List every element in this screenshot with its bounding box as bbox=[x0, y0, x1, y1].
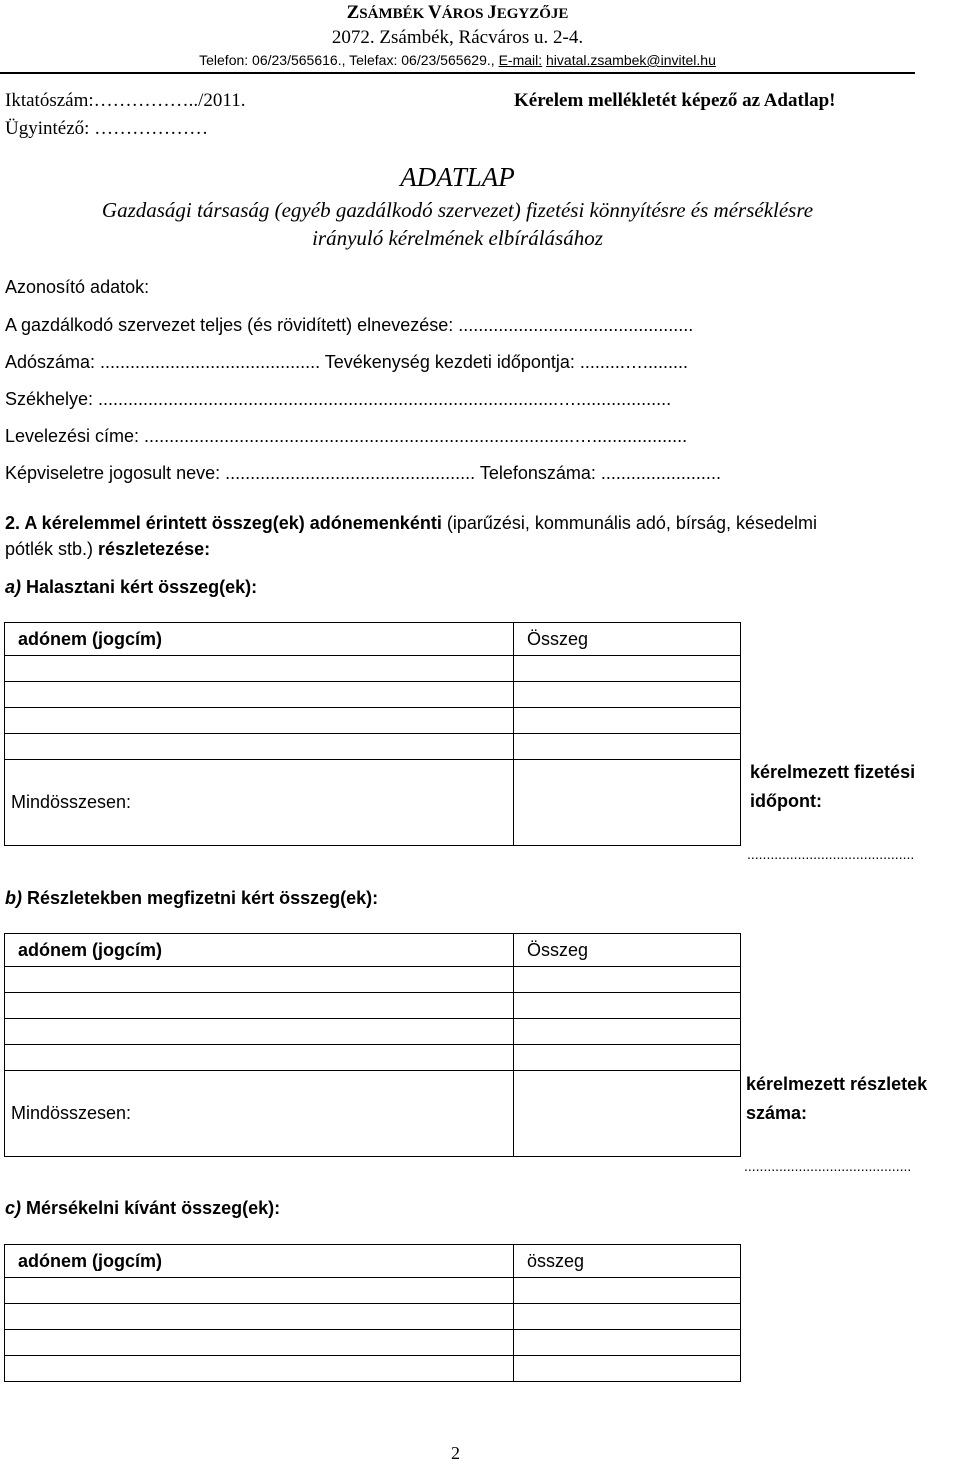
identification-heading: Azonosító adatok: bbox=[5, 277, 150, 297]
letterhead-address: 2072. Zsámbék, Rácváros u. 2-4. bbox=[331, 27, 584, 48]
reduction-table bbox=[4, 1244, 741, 1382]
ugyintezo: Ügyintéző: ……………… bbox=[5, 118, 209, 139]
requested-date-field[interactable]: ........................................... bbox=[747, 846, 915, 862]
table-row bbox=[5, 993, 741, 1019]
total-label: Mindösszesen: bbox=[11, 1103, 132, 1123]
header-divider bbox=[0, 72, 915, 74]
table-cell[interactable] bbox=[5, 1356, 514, 1382]
table-row bbox=[5, 1019, 741, 1045]
letterhead-name bbox=[0, 2, 915, 24]
table-cell[interactable] bbox=[5, 993, 514, 1019]
section-heading-rest: (iparűzési, kommunális adó, bírság, késedelmi bbox=[441, 513, 817, 533]
table-cell[interactable] bbox=[514, 1019, 741, 1045]
letterhead-contact bbox=[0, 52, 915, 68]
part-title: Mérsékelni kívánt összeg(ek): bbox=[21, 1198, 281, 1218]
requested-date-label-line1: kérelmezett fizetési bbox=[750, 762, 916, 782]
table-cell[interactable] bbox=[514, 1356, 741, 1382]
table-row bbox=[5, 1278, 741, 1304]
letterhead-name-part: Z bbox=[346, 2, 360, 23]
section-heading-bold: részletezése: bbox=[93, 539, 211, 559]
deferral-table bbox=[4, 622, 741, 846]
part-c-label bbox=[5, 1198, 280, 1219]
table-cell[interactable] bbox=[514, 1330, 741, 1356]
section2-line1 bbox=[5, 513, 817, 534]
table-header-cell bbox=[514, 934, 741, 967]
part-title: Halasztani kért összeg(ek): bbox=[21, 577, 258, 597]
table-cell[interactable] bbox=[5, 656, 514, 682]
letterhead-name-part: EGYZŐJE bbox=[496, 6, 569, 22]
table-cell[interactable] bbox=[5, 1019, 514, 1045]
part-b-label bbox=[5, 888, 378, 909]
table-row bbox=[5, 1330, 741, 1356]
table-total-value-cell[interactable] bbox=[514, 1071, 741, 1157]
table-cell[interactable] bbox=[514, 993, 741, 1019]
part-a-label bbox=[5, 577, 257, 598]
table-cell[interactable] bbox=[5, 1045, 514, 1071]
table-cell[interactable] bbox=[5, 967, 514, 993]
table-row bbox=[5, 1045, 741, 1071]
table-total-row bbox=[5, 1071, 741, 1157]
column-header-amount: Összeg bbox=[527, 628, 589, 649]
table-row bbox=[5, 656, 741, 682]
table-row bbox=[5, 967, 741, 993]
table-row bbox=[5, 1356, 741, 1382]
part-title: Részletekben megfizetni kért összeg(ek): bbox=[22, 888, 379, 908]
table-row bbox=[5, 734, 741, 760]
table-total-row bbox=[5, 760, 741, 846]
section-heading-rest: pótlék stb.) bbox=[5, 539, 94, 559]
column-header-tax-type: adónem (jogcím) bbox=[18, 939, 163, 960]
contact-phone-fax: Telefon: 06/23/565616., Telefax: 06/23/565629., bbox=[199, 52, 499, 68]
table-header-cell bbox=[5, 1245, 514, 1278]
part-letter: c) bbox=[5, 1198, 22, 1218]
section-heading-bold: A kérelemmel érintett összeg(ek) adónemenkénti bbox=[20, 513, 442, 533]
table-cell[interactable] bbox=[5, 1304, 514, 1330]
table-header-cell bbox=[514, 1245, 741, 1278]
table-cell[interactable] bbox=[5, 734, 514, 760]
table-row bbox=[5, 682, 741, 708]
table-row bbox=[5, 1304, 741, 1330]
letterhead-name-part: ÁROS bbox=[441, 6, 488, 22]
field-tax-number-start-date[interactable]: Adószáma: ............................................ Tevékenység kezdeti időpontja: .........…......... bbox=[5, 352, 688, 372]
field-representative-phone[interactable]: Képviseletre jogosult neve: .................................................. Telefonszáma: ........................ bbox=[5, 463, 721, 483]
attachment-notice: Kérelem mellékletét képező az Adatlap! bbox=[514, 90, 836, 111]
part-letter: b) bbox=[5, 888, 22, 908]
table-header-cell bbox=[5, 623, 514, 656]
letterhead-name-part: V bbox=[428, 2, 442, 23]
page-subtitle-line2: irányuló kérelmének elbírálásához bbox=[312, 226, 603, 250]
table-cell[interactable] bbox=[5, 708, 514, 734]
section2-line2 bbox=[5, 539, 210, 560]
table-cell[interactable] bbox=[514, 967, 741, 993]
field-org-name[interactable]: A gazdálkodó szervezet teljes (és rövidített) elnevezése: ............................................... bbox=[5, 315, 694, 335]
table-cell[interactable] bbox=[5, 1278, 514, 1304]
requested-installments-field[interactable]: ........................................... bbox=[744, 1158, 912, 1174]
email-label: E-mail: bbox=[498, 52, 543, 68]
table-total-cell bbox=[5, 760, 514, 846]
column-header-amount: Összeg bbox=[527, 939, 589, 960]
letterhead-name-part: J bbox=[487, 2, 497, 23]
page-title: ADATLAP bbox=[400, 162, 515, 192]
table-row bbox=[5, 708, 741, 734]
table-cell[interactable] bbox=[514, 708, 741, 734]
requested-date-label-line2: időpont: bbox=[750, 791, 822, 811]
table-header-cell bbox=[5, 934, 514, 967]
table-total-cell bbox=[5, 1071, 514, 1157]
requested-installments-label-line2: száma: bbox=[746, 1103, 808, 1123]
table-total-value-cell[interactable] bbox=[514, 760, 741, 846]
installment-table bbox=[4, 933, 741, 1157]
letterhead-name-part: SÁMBÉK bbox=[359, 6, 429, 22]
table-cell[interactable] bbox=[514, 682, 741, 708]
page-subtitle-line1: Gazdasági társaság (egyéb gazdálkodó szervezet) fizetési könnyítésre és mérséklésre bbox=[101, 198, 814, 222]
table-cell[interactable] bbox=[514, 1045, 741, 1071]
column-header-amount: összeg bbox=[527, 1250, 585, 1271]
field-mailing-address[interactable]: Levelezési címe: ......................................................................................…................... bbox=[5, 426, 688, 446]
email-link[interactable]: hivatal.zsambek@invitel.hu bbox=[546, 52, 716, 68]
column-header-tax-type: adónem (jogcím) bbox=[18, 628, 163, 649]
section-number: 2. bbox=[5, 513, 21, 533]
column-header-tax-type: adónem (jogcím) bbox=[18, 1250, 163, 1271]
table-cell[interactable] bbox=[514, 734, 741, 760]
table-cell[interactable] bbox=[514, 656, 741, 682]
table-cell[interactable] bbox=[514, 1304, 741, 1330]
requested-installments-label-line1: kérelmezett részletek bbox=[746, 1074, 928, 1094]
table-header-cell bbox=[514, 623, 741, 656]
total-label: Mindösszesen: bbox=[11, 792, 132, 812]
iktatoszam: Iktatószám:……………../2011. bbox=[5, 90, 246, 111]
page-number: 2 bbox=[451, 1443, 460, 1463]
table-cell[interactable] bbox=[5, 1330, 514, 1356]
field-headquarters[interactable]: Székhelye: ............................................................................................…................... bbox=[5, 389, 672, 409]
table-cell[interactable] bbox=[514, 1278, 741, 1304]
part-letter: a) bbox=[5, 577, 22, 597]
table-cell[interactable] bbox=[5, 682, 514, 708]
